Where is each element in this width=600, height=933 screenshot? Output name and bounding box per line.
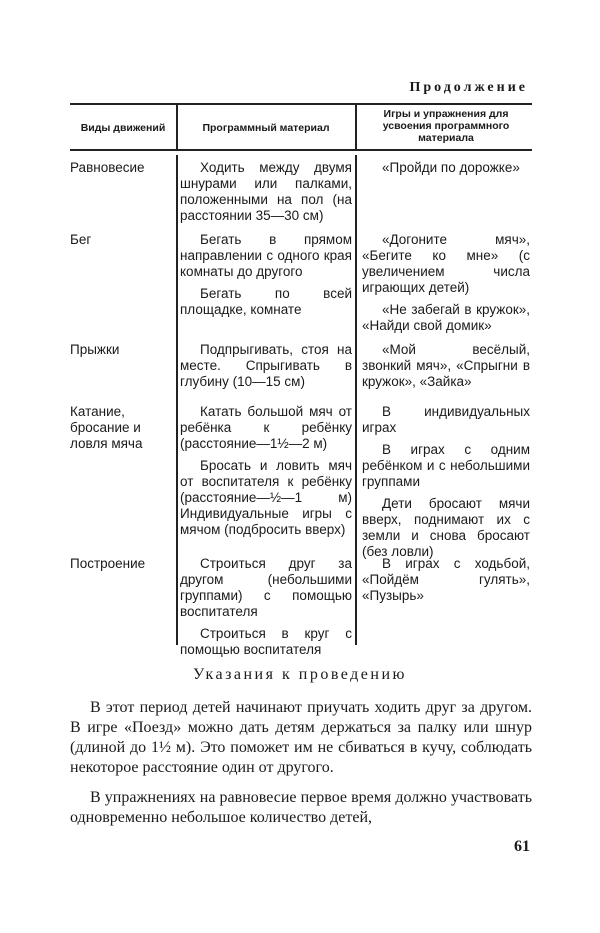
games-cell [362, 232, 530, 340]
page-number: 61 [514, 838, 530, 855]
games-cell [362, 556, 530, 610]
games-text: «Мой весёлый, звонкий мяч», «Спрыгни в кружок», «Зайка» [362, 342, 530, 389]
games-text: «Пройди по дорожке» [382, 160, 520, 175]
column-divider [355, 104, 357, 150]
continuation-label: Продолжение [409, 80, 528, 95]
program-material-cell [180, 160, 352, 230]
games-text: В играх с ходьбой, «Пойдём гулять», «Пузырь» [362, 556, 530, 603]
header-program-material: Программный материал [202, 122, 330, 134]
program-material-cell [180, 232, 352, 324]
games-cell [362, 404, 530, 566]
games-cell [362, 342, 530, 396]
games-text: Дети бросают мячи вверх, поднимают их с земли и снова бросают (без ловли) [362, 496, 530, 559]
movement-type-cell: Катание, бросание и ловля мяча [70, 404, 143, 451]
table-top-rule [70, 103, 532, 105]
paragraph: В упражнениях на равновесие первое время должно участвовать одновременно небольшое количество детей, [70, 789, 532, 826]
games-text: В индивидуальных играх [362, 404, 530, 435]
games-text: «Догоните мяч», «Бегите ко мне» (с увеличением числа играющих детей) [362, 232, 530, 295]
column-divider [355, 155, 357, 645]
movement-type-cell: Прыжки [70, 342, 120, 357]
program-material-cell [180, 556, 352, 664]
table-header-rule [70, 149, 532, 151]
program-text: Строиться друг за другом (небольшими группами) с помощью воспитателя [180, 556, 352, 619]
program-text: Бегать в прямом направлении с одного края комнаты до другого [180, 232, 352, 279]
program-text: Бросать и ловить мяч от воспитателя к ребёнку (расстояние—½—1 м) Индивидуальные игры с мячом (подбросить вверх) [180, 458, 352, 537]
section-heading: Указания к проведению [193, 666, 407, 683]
header-movement-types: Виды движений [80, 122, 166, 134]
games-text: В играх с одним ребёнком и с небольшими группами [362, 442, 530, 489]
header-games: Игры и упражнения для усвоения программного материала [382, 108, 510, 144]
paragraph: В этот период детей начинают приучать ходить друг за другом. В игре «Поезд» можно дать детям держаться за палку или шнур (длиной до 1½ м). Это поможет им не сбиваться в кучу, соблюдать некоторое расстояние один от другого. [70, 699, 532, 776]
program-material-cell [180, 342, 352, 396]
movement-type-cell: Равновесие [70, 160, 145, 175]
program-text: Ходить между двумя шнурами или палками, положенными на пол (на расстоянии 35—30 см) [180, 160, 352, 223]
program-text: Бегать по всей площадке, комнате [180, 286, 352, 317]
games-cell [362, 160, 530, 182]
program-text: Строиться в круг с помощью воспитателя [180, 626, 352, 657]
column-divider [176, 155, 178, 645]
program-material-cell [180, 404, 352, 544]
program-text: Катать большой мяч от ребёнка к ребёнку (расстояние—1½—2 м) [180, 404, 352, 451]
games-text: «Не забегай в кружок», «Найди свой домик» [362, 302, 530, 333]
movement-type-cell: Бег [70, 232, 92, 247]
program-text: Подпрыгивать, стоя на месте. Спрыгивать в глубину (10—15 см) [180, 342, 352, 389]
movement-type-cell: Построение [70, 556, 146, 571]
